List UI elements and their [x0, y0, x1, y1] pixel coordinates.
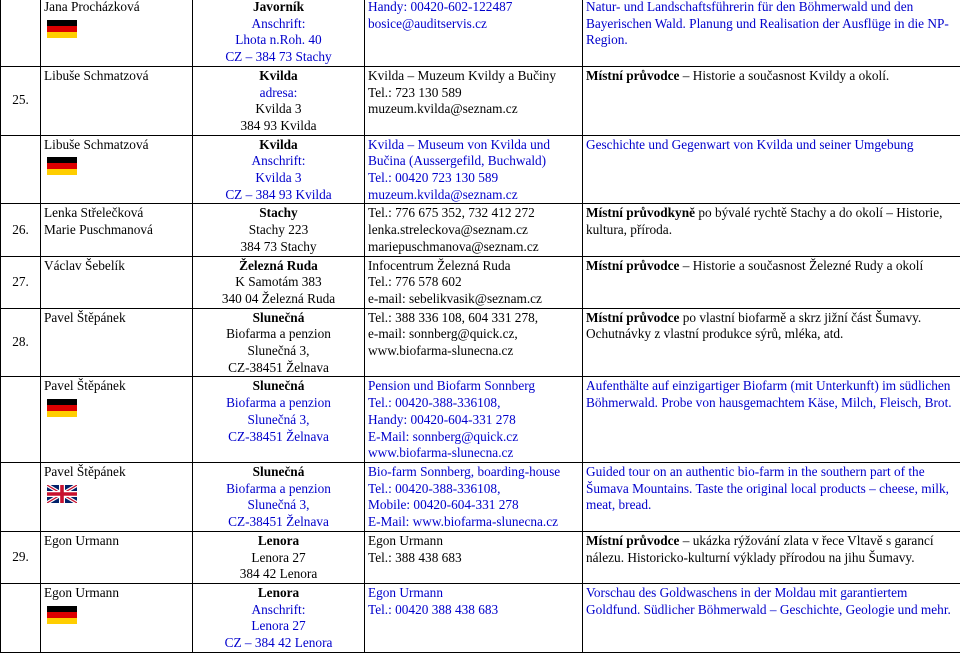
- place-cell: [193, 135, 365, 204]
- contact-line: Tel.: 388 336 108, 604 331 278,: [368, 310, 579, 327]
- contact-cell: [365, 256, 583, 308]
- german-flag-icon: [44, 602, 189, 628]
- contact-line: e-mail: sonnberg@quick.cz,: [368, 326, 579, 343]
- contact-line: Tel.: 00420-388-336108,: [368, 395, 579, 412]
- guide-name: Pavel Štěpánek: [44, 464, 189, 481]
- guide-name: Pavel Štěpánek: [44, 310, 189, 327]
- place-name: Slunečná: [196, 310, 361, 327]
- row-number: [1, 135, 41, 204]
- description-text: po bývalé rychtě Stachy a do okolí – Historie, kultura, příroda.: [586, 205, 942, 237]
- contact-cell: [365, 531, 583, 583]
- address-line: Anschrift:: [196, 16, 361, 33]
- address-line: Anschrift:: [196, 153, 361, 170]
- description-text: Natur- und Landschaftsführerin für den Böhmerwald und den Bayerischen Wald. Planung und Realisation der Ausflüge in die NP-Region.: [586, 0, 949, 47]
- description-text: Geschichte und Gegenwart von Kvilda und seiner Umgebung: [586, 137, 914, 152]
- row-number: [1, 462, 41, 531]
- description-text: Aufenthälte auf einzigartiger Biofarm (mit Unterkunft) im südlichen Böhmerwald. Probe von hausgemachtem Käse, Milch, Fleisch, Brot.: [586, 378, 952, 410]
- guide-name-cell: [41, 135, 193, 204]
- table-row: [1, 135, 960, 204]
- address-line: Slunečná 3,: [196, 497, 361, 514]
- contact-line: muzeum.kvilda@seznam.cz: [368, 101, 579, 118]
- contact-line: E-Mail: www.biofarma-slunecna.cz: [368, 514, 579, 531]
- address-line: Lhota n.Roh. 40: [196, 32, 361, 49]
- contact-cell: [365, 308, 583, 377]
- guide-name-cell: [41, 0, 193, 66]
- place-cell: [193, 256, 365, 308]
- description-title: Místní průvodce: [586, 258, 679, 273]
- uk-flag-icon: [44, 481, 189, 507]
- contact-line: Infocentrum Železná Ruda: [368, 258, 579, 275]
- description-title: Místní průvodce: [586, 533, 679, 548]
- contact-line: Tel.: 776 675 352, 732 412 272: [368, 205, 579, 222]
- description-cell: [583, 462, 960, 531]
- description-title: Místní průvodkyně: [586, 205, 695, 220]
- address-line: CZ-38451 Želnava: [196, 360, 361, 377]
- table-row: [1, 204, 960, 256]
- contact-cell: [365, 204, 583, 256]
- guide-name-cell: [41, 204, 193, 256]
- table-row: [1, 308, 960, 377]
- contact-line: Egon Urmann: [368, 585, 579, 602]
- row-number: [1, 377, 41, 463]
- description-title: Místní průvodce: [586, 310, 679, 325]
- contact-line: Tel.: 00420 723 130 589: [368, 170, 579, 187]
- contact-line: www.biofarma-slunecna.cz: [368, 343, 579, 360]
- place-name: Lenora: [196, 585, 361, 602]
- guide-name: Libuše Schmatzová: [44, 68, 189, 85]
- guide-name: Egon Urmann: [44, 585, 189, 602]
- guide-name: Pavel Štěpánek: [44, 378, 189, 395]
- address-line: Anschrift:: [196, 602, 361, 619]
- place-cell: [193, 308, 365, 377]
- place-cell: [193, 531, 365, 583]
- contact-line: Bio-farm Sonnberg, boarding-house: [368, 464, 579, 481]
- address-line: CZ – 384 93 Kvilda: [196, 187, 361, 204]
- description-cell: [583, 377, 960, 463]
- address-line: K Samotám 383: [196, 274, 361, 291]
- guide-name: Egon Urmann: [44, 533, 189, 550]
- contact-line: Tel.: 388 438 683: [368, 550, 579, 567]
- table-row: [1, 0, 960, 66]
- description-text: – ukázka rýžování zlata v řece Vltavě s garancí nálezu. Historicko-kulturní výklady přírodou na jihu Šumavy.: [586, 533, 934, 565]
- contact-line: E-Mail: sonnberg@quick.cz: [368, 429, 579, 446]
- contact-cell: [365, 462, 583, 531]
- address-line: adresa:: [196, 85, 361, 102]
- address-line: Kvilda 3: [196, 101, 361, 118]
- description-title: Místní průvodce: [586, 68, 679, 83]
- guide-name: Libuše Schmatzová: [44, 137, 189, 154]
- contact-line: Handy: 00420-604-331 278: [368, 412, 579, 429]
- contact-cell: [365, 135, 583, 204]
- contact-line: Pension und Biofarm Sonnberg: [368, 378, 579, 395]
- guide-name-cell: [41, 308, 193, 377]
- contact-line: Kvilda – Muzeum Kvildy a Bučiny: [368, 68, 579, 85]
- place-name: Slunečná: [196, 378, 361, 395]
- guide-name-cell: [41, 531, 193, 583]
- description-cell: [583, 308, 960, 377]
- german-flag-icon: [44, 395, 189, 421]
- place-name: Stachy: [196, 205, 361, 222]
- place-name: Železná Ruda: [196, 258, 361, 275]
- address-line: Stachy 223: [196, 222, 361, 239]
- contact-line: Handy: 00420-602-122487: [368, 0, 579, 16]
- description-cell: [583, 0, 960, 66]
- place-name: Lenora: [196, 533, 361, 550]
- contact-line: Tel.: 723 130 589: [368, 85, 579, 102]
- place-name: Kvilda: [196, 137, 361, 154]
- address-line: Lenora 27: [196, 618, 361, 635]
- place-cell: [193, 66, 365, 135]
- table-row: [1, 66, 960, 135]
- guide-name-cell: [41, 583, 193, 652]
- contact-line: Egon Urmann: [368, 533, 579, 550]
- contact-line: lenka.streleckova@seznam.cz: [368, 222, 579, 239]
- contact-cell: [365, 377, 583, 463]
- guide-name: Lenka Střelečková: [44, 205, 189, 222]
- contact-line: Tel.: 00420 388 438 683: [368, 602, 579, 619]
- address-line: 384 73 Stachy: [196, 239, 361, 256]
- address-line: Slunečná 3,: [196, 412, 361, 429]
- contact-line: Tel.: 776 578 602: [368, 274, 579, 291]
- contact-line: Kvilda – Museum von Kvilda und Bučina (Aussergefild, Buchwald): [368, 137, 579, 170]
- description-cell: [583, 204, 960, 256]
- row-number: 28.: [1, 308, 41, 377]
- place-cell: [193, 462, 365, 531]
- table-row: [1, 256, 960, 308]
- row-number: 29.: [1, 531, 41, 583]
- address-line: Kvilda 3: [196, 170, 361, 187]
- place-cell: [193, 204, 365, 256]
- address-line: Slunečná 3,: [196, 343, 361, 360]
- guide-name: Václav Šebelík: [44, 258, 189, 275]
- guide-name-cell: [41, 66, 193, 135]
- address-line: CZ – 384 73 Stachy: [196, 49, 361, 66]
- german-flag-icon: [44, 153, 189, 179]
- address-line: CZ-38451 Želnava: [196, 429, 361, 446]
- row-number: 25.: [1, 66, 41, 135]
- table-row: [1, 462, 960, 531]
- address-line: Biofarma a penzion: [196, 481, 361, 498]
- address-line: CZ-38451 Želnava: [196, 514, 361, 531]
- description-text: – Historie a současnost Kvildy a okolí.: [679, 68, 889, 83]
- table-row: [1, 377, 960, 463]
- address-line: Biofarma a penzion: [196, 326, 361, 343]
- table-row: [1, 531, 960, 583]
- contact-cell: [365, 66, 583, 135]
- contact-line: www.biofarma-slunecna.cz: [368, 445, 579, 462]
- contact-line: bosice@auditservis.cz: [368, 16, 579, 33]
- place-cell: [193, 377, 365, 463]
- description-text: – Historie a současnost Železné Rudy a okolí: [679, 258, 923, 273]
- guide-name-cell: [41, 377, 193, 463]
- contact-cell: [365, 583, 583, 652]
- contact-cell: [365, 0, 583, 66]
- address-line: Biofarma a penzion: [196, 395, 361, 412]
- description-cell: [583, 531, 960, 583]
- german-flag-icon: [44, 16, 189, 42]
- description-text: Vorschau des Goldwaschens in der Moldau mit garantiertem Goldfund. Südlicher Böhmerwald – Geschichte, Geologie und mehr.: [586, 585, 951, 617]
- table-row: [1, 583, 960, 652]
- guide-name-cell: [41, 256, 193, 308]
- guide-name: Marie Puschmanová: [44, 222, 189, 239]
- row-number: [1, 583, 41, 652]
- address-line: 384 93 Kvilda: [196, 118, 361, 135]
- address-line: 384 42 Lenora: [196, 566, 361, 583]
- contact-line: muzeum.kvilda@seznam.cz: [368, 187, 579, 204]
- guide-name-cell: [41, 462, 193, 531]
- contact-line: Tel.: 00420-388-336108,: [368, 481, 579, 498]
- place-name: Javorník: [196, 0, 361, 16]
- description-cell: [583, 66, 960, 135]
- place-cell: [193, 0, 365, 66]
- place-cell: [193, 583, 365, 652]
- description-cell: [583, 256, 960, 308]
- row-number: 26.: [1, 204, 41, 256]
- address-line: Lenora 27: [196, 550, 361, 567]
- description-text: po vlastní biofarmě a skrz jižní část Šumavy. Ochutnávky z vlastní produkce sýrů, mléka, atd.: [586, 310, 921, 342]
- place-name: Slunečná: [196, 464, 361, 481]
- description-cell: [583, 135, 960, 204]
- contact-line: e-mail: sebelikvasik@seznam.cz: [368, 291, 579, 308]
- guide-name: Jana Procházková: [44, 0, 189, 16]
- address-line: CZ – 384 42 Lenora: [196, 635, 361, 652]
- row-number: [1, 0, 41, 66]
- row-number: 27.: [1, 256, 41, 308]
- place-name: Kvilda: [196, 68, 361, 85]
- contact-line: Mobile: 00420-604-331 278: [368, 497, 579, 514]
- address-line: 340 04 Železná Ruda: [196, 291, 361, 308]
- description-cell: [583, 583, 960, 652]
- contact-line: mariepuschmanova@seznam.cz: [368, 239, 579, 256]
- description-text: Guided tour on an authentic bio-farm in the southern part of the Šumava Mountains. Taste the original local products – cheese, milk, meat, bread.: [586, 464, 949, 512]
